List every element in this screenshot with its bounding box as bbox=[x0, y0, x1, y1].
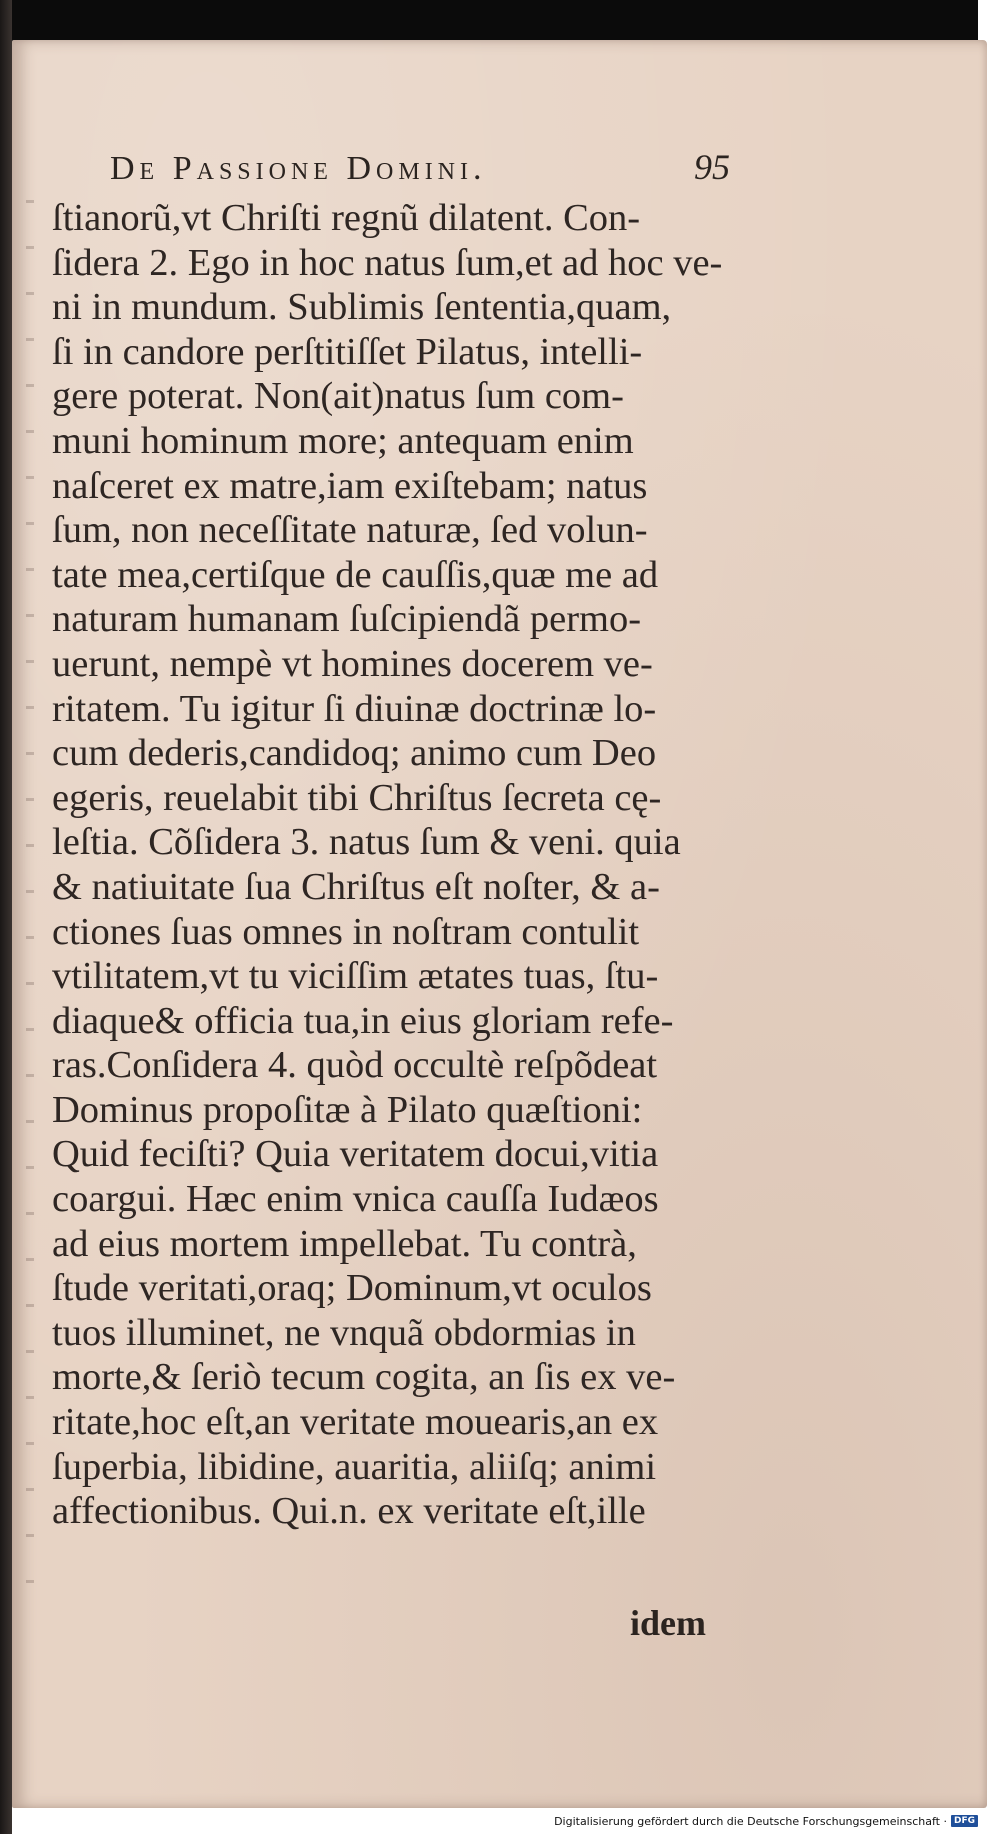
scan-left-border bbox=[0, 0, 12, 1834]
body-text bbox=[52, 196, 742, 1534]
text-line: diaque& officia tua,in eius gloriam refe- bbox=[52, 999, 674, 1042]
text-line: ſidera 2. Ego in hoc natus ſum,et ad hoc ve- bbox=[52, 241, 723, 284]
text-line: Quid feciſti? Quia veritatem docui,vitia bbox=[52, 1133, 659, 1176]
catchword: idem bbox=[630, 1603, 706, 1643]
text-line: ad eius mortem impellebat. Tu contrà, bbox=[52, 1222, 637, 1265]
text-line: ſum, non neceſſitate naturæ, ſed volun- bbox=[52, 509, 648, 552]
text-line: vtilitatem,vt tu viciſſim ætates tuas, ſtu- bbox=[52, 955, 659, 998]
text-line: ſtude veritati,oraq; Dominum,vt oculos bbox=[52, 1267, 652, 1310]
page-number: 95 bbox=[694, 147, 730, 187]
text-line: cum dederis,candidoq; animo cum Deo bbox=[52, 732, 657, 775]
running-head: De Passione Domini. bbox=[110, 150, 487, 187]
text-line: Dominus propoſitæ à Pilato quæſtioni: bbox=[52, 1088, 643, 1131]
text-line: ritatem. Tu igitur ſi diuinæ doctrinæ lo- bbox=[52, 687, 657, 730]
text-line: ſi in candore perſtitiſſet Pilatus, intelli- bbox=[52, 330, 643, 373]
gutter-shadow bbox=[26, 200, 34, 1600]
text-line: tate mea,certiſque de cauſſis,quæ me ad bbox=[52, 553, 659, 596]
text-line: uerunt, nempè vt homines docerem ve- bbox=[52, 642, 653, 685]
text-line: coargui. Hæc enim vnica cauſſa Iudæos bbox=[52, 1178, 659, 1221]
text-line: tuos illuminet, ne vnquã obdormias in bbox=[52, 1311, 636, 1354]
text-line: naſceret ex matre,iam exiſtebam; natus bbox=[52, 464, 648, 507]
text-line: gere poterat. Non(ait)natus ſum com- bbox=[52, 375, 624, 418]
scan-top-border bbox=[0, 0, 1000, 44]
text-line: & natiuitate ſua Chriſtus eſt noſter, & a- bbox=[52, 865, 660, 908]
text-line: leſtia. Cõſidera 3. natus ſum & veni. quia bbox=[52, 821, 681, 864]
dfg-logo: DFG bbox=[951, 1815, 978, 1827]
text-line: ctiones ſuas omnes in noſtram contulit bbox=[52, 910, 640, 953]
footer-credit: Digitalisierung gefördert durch die Deutsche Forschungsgemeinschaft · bbox=[554, 1814, 947, 1828]
text-line: ras.Conſidera 4. quòd occultè reſpõdeat bbox=[52, 1044, 658, 1087]
text-line: muni hominum more; antequam enim bbox=[52, 419, 634, 462]
text-line: naturam humanam ſuſcipiendã permo- bbox=[52, 598, 642, 641]
text-line: egeris, reuelabit tibi Chriſtus ſecreta cę- bbox=[52, 776, 662, 819]
text-line: ni in mundum. Sublimis ſententia,quam, bbox=[52, 286, 672, 329]
page-header bbox=[110, 146, 730, 188]
text-line: ritate,hoc eſt,an veritate mouearis,an ex bbox=[52, 1401, 659, 1444]
text-line: ſtianorũ,vt Chriſti regnũ dilatent. Con- bbox=[52, 197, 641, 239]
digitization-footer bbox=[0, 1808, 978, 1834]
text-line: ſuperbia, libidine, auaritia, aliiſq; animi bbox=[52, 1445, 657, 1488]
text-line: affectionibus. Qui.n. ex veritate eſt,ille bbox=[52, 1490, 646, 1533]
text-line: morte,& ſeriò tecum cogita, an ſis ex ve- bbox=[52, 1356, 676, 1399]
